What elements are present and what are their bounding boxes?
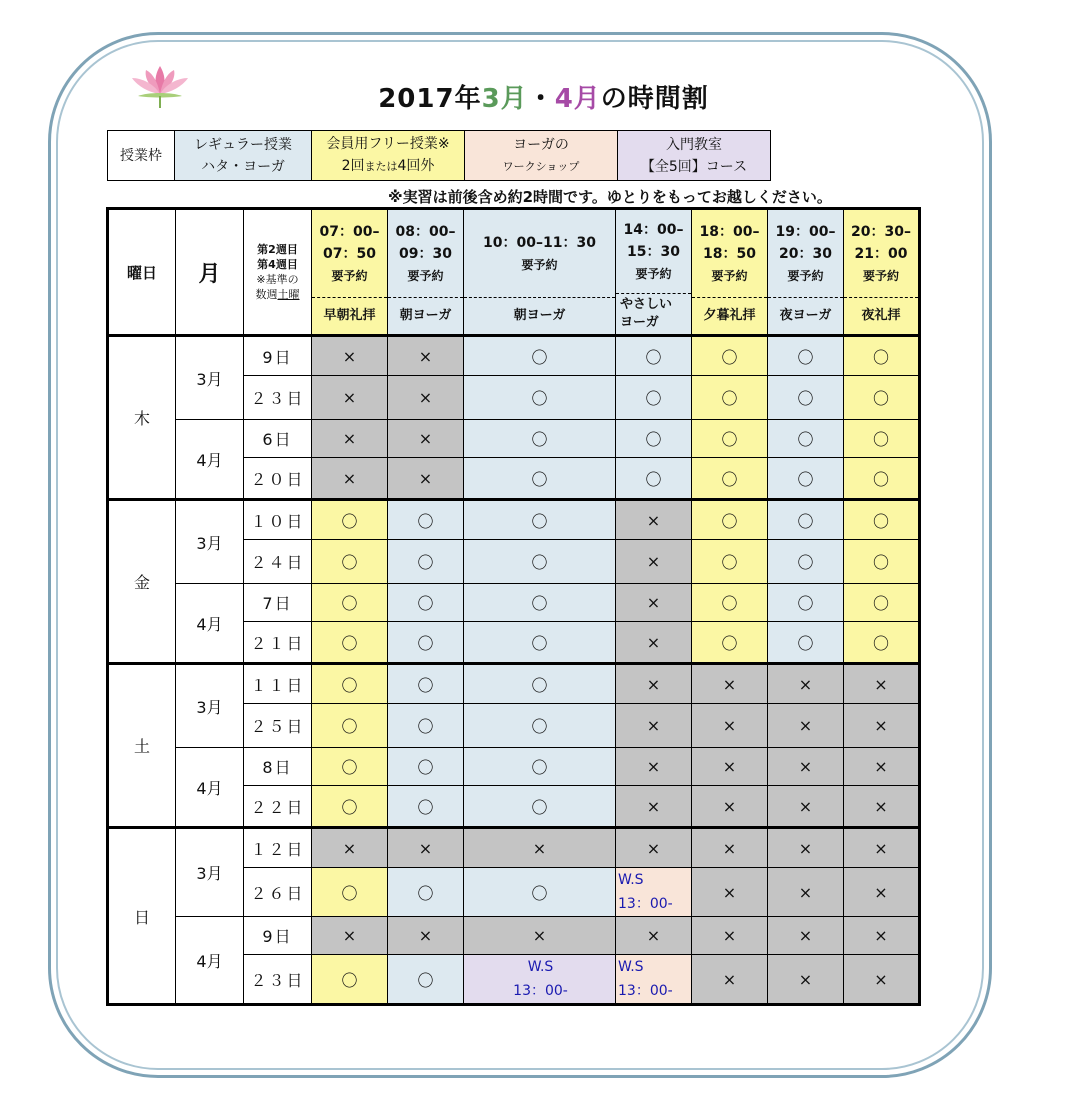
available-mark: 〇 (844, 622, 920, 664)
available-mark: 〇 (616, 458, 692, 500)
date-cell: ２６日 (244, 868, 312, 917)
unavailable-mark: × (768, 868, 844, 917)
unavailable-mark: × (692, 868, 768, 917)
available-mark: 〇 (464, 664, 616, 704)
header-slot-0700: 07：00– 07：50 要予約 早朝礼拝 (312, 209, 388, 336)
note-text: ※実習は前後含め約2時間です。ゆとりをもってお越しください。 (388, 188, 832, 206)
month-cell: 4月 (176, 584, 244, 664)
available-mark: 〇 (844, 584, 920, 622)
table-row (108, 664, 920, 704)
unavailable-mark: × (312, 376, 388, 420)
unavailable-mark: × (844, 748, 920, 786)
unavailable-mark: × (616, 540, 692, 584)
unavailable-mark: × (388, 917, 464, 955)
day-cell: 金 (108, 500, 176, 664)
month-cell: 3月 (176, 500, 244, 584)
unavailable-mark: × (388, 420, 464, 458)
available-mark: 〇 (464, 622, 616, 664)
header-slot-1000: 10：00–11：30 要予約 朝ヨーガ (464, 209, 616, 336)
available-mark: 〇 (768, 540, 844, 584)
available-mark: 〇 (692, 622, 768, 664)
unavailable-mark: × (616, 748, 692, 786)
page-title: 2017年3月・4月の時間割 (378, 84, 709, 114)
available-mark: 〇 (388, 584, 464, 622)
legend-regular: レギュラー授業 ハタ・ヨーガ (175, 131, 312, 181)
unavailable-mark: × (616, 917, 692, 955)
unavailable-mark: × (388, 336, 464, 376)
workshop-cell: W.S 13：00- (464, 955, 616, 1005)
unavailable-mark: × (768, 955, 844, 1005)
available-mark: 〇 (312, 500, 388, 540)
unavailable-mark: × (616, 704, 692, 748)
unavailable-mark: × (616, 584, 692, 622)
available-mark: 〇 (464, 868, 616, 917)
available-mark: 〇 (692, 584, 768, 622)
day-cell: 日 (108, 828, 176, 1005)
header-row (108, 209, 920, 336)
available-mark: 〇 (464, 540, 616, 584)
available-mark: 〇 (312, 748, 388, 786)
unavailable-mark: × (616, 664, 692, 704)
month-cell: 4月 (176, 420, 244, 500)
unavailable-mark: × (616, 786, 692, 828)
unavailable-mark: × (768, 786, 844, 828)
available-mark: 〇 (768, 420, 844, 458)
available-mark: 〇 (844, 458, 920, 500)
unavailable-mark: × (768, 748, 844, 786)
available-mark: 〇 (844, 500, 920, 540)
available-mark: 〇 (844, 376, 920, 420)
date-cell: ２０日 (244, 458, 312, 500)
available-mark: 〇 (388, 868, 464, 917)
date-cell: 7日 (244, 584, 312, 622)
header-week: 第2週目 第4週目 ※基準の 数週土曜 (244, 209, 312, 336)
date-cell: ２５日 (244, 704, 312, 748)
unavailable-mark: × (616, 500, 692, 540)
unavailable-mark: × (768, 664, 844, 704)
table-row (108, 917, 920, 955)
unavailable-mark: × (692, 664, 768, 704)
available-mark: 〇 (388, 748, 464, 786)
unavailable-mark: × (464, 828, 616, 868)
available-mark: 〇 (768, 584, 844, 622)
unavailable-mark: × (692, 955, 768, 1005)
unavailable-mark: × (312, 458, 388, 500)
available-mark: 〇 (312, 868, 388, 917)
available-mark: 〇 (616, 376, 692, 420)
date-cell: 6日 (244, 420, 312, 458)
unavailable-mark: × (312, 917, 388, 955)
available-mark: 〇 (312, 704, 388, 748)
available-mark: 〇 (692, 500, 768, 540)
header-slot-0800: 08：00– 09：30 要予約 朝ヨーガ (388, 209, 464, 336)
unavailable-mark: × (844, 786, 920, 828)
legend-label: 授業枠 (108, 131, 175, 181)
month-cell: 3月 (176, 828, 244, 917)
unavailable-mark: × (692, 748, 768, 786)
available-mark: 〇 (388, 955, 464, 1005)
date-cell: １２日 (244, 828, 312, 868)
unavailable-mark: × (616, 828, 692, 868)
available-mark: 〇 (312, 786, 388, 828)
available-mark: 〇 (844, 420, 920, 458)
header-slot-1400: 14：00– 15：30 要予約 やさしい ヨーガ (616, 209, 692, 336)
available-mark: 〇 (312, 664, 388, 704)
legend-intro: 入門教室 【全5回】コース (618, 131, 771, 181)
date-cell: ２３日 (244, 955, 312, 1005)
header-slot-2030: 20：30– 21：00 要予約 夜礼拝 (844, 209, 920, 336)
unavailable-mark: × (312, 828, 388, 868)
available-mark: 〇 (464, 500, 616, 540)
table-row (108, 584, 920, 622)
available-mark: 〇 (312, 584, 388, 622)
available-mark: 〇 (692, 420, 768, 458)
month-cell: 4月 (176, 748, 244, 828)
legend-member-free: 会員用フリー授業※ 2回または4回外 (312, 131, 465, 181)
table-row (108, 748, 920, 786)
unavailable-mark: × (768, 828, 844, 868)
day-cell: 木 (108, 336, 176, 500)
unavailable-mark: × (312, 420, 388, 458)
workshop-cell: W.S 13：00- (616, 955, 692, 1005)
header-month: 月 (176, 209, 244, 336)
table-row (108, 500, 920, 540)
legend-workshop: ヨーガの ワークショップ (465, 131, 618, 181)
available-mark: 〇 (388, 704, 464, 748)
available-mark: 〇 (464, 704, 616, 748)
available-mark: 〇 (388, 786, 464, 828)
date-cell: ２３日 (244, 376, 312, 420)
header-day: 曜日 (108, 209, 176, 336)
available-mark: 〇 (692, 336, 768, 376)
schedule-table (106, 207, 921, 1006)
available-mark: 〇 (388, 540, 464, 584)
header-slot-1900: 19：00– 20：30 要予約 夜ヨーガ (768, 209, 844, 336)
workshop-cell: W.S 13：00- (616, 868, 692, 917)
date-cell: ２２日 (244, 786, 312, 828)
available-mark: 〇 (464, 336, 616, 376)
title-month-april: 4月 (554, 84, 601, 114)
available-mark: 〇 (692, 540, 768, 584)
available-mark: 〇 (768, 622, 844, 664)
available-mark: 〇 (768, 376, 844, 420)
available-mark: 〇 (768, 336, 844, 376)
date-cell: ２１日 (244, 622, 312, 664)
available-mark: 〇 (388, 622, 464, 664)
available-mark: 〇 (464, 376, 616, 420)
table-row (108, 828, 920, 868)
date-cell: 9日 (244, 336, 312, 376)
month-cell: 3月 (176, 664, 244, 748)
available-mark: 〇 (768, 458, 844, 500)
unavailable-mark: × (388, 458, 464, 500)
unavailable-mark: × (616, 622, 692, 664)
available-mark: 〇 (388, 664, 464, 704)
unavailable-mark: × (692, 786, 768, 828)
available-mark: 〇 (312, 540, 388, 584)
available-mark: 〇 (616, 420, 692, 458)
available-mark: 〇 (692, 458, 768, 500)
unavailable-mark: × (692, 917, 768, 955)
unavailable-mark: × (768, 704, 844, 748)
available-mark: 〇 (616, 336, 692, 376)
day-cell: 土 (108, 664, 176, 828)
available-mark: 〇 (692, 376, 768, 420)
available-mark: 〇 (844, 336, 920, 376)
available-mark: 〇 (844, 540, 920, 584)
legend-table (107, 130, 771, 181)
unavailable-mark: × (388, 828, 464, 868)
month-cell: 4月 (176, 917, 244, 1005)
unavailable-mark: × (464, 917, 616, 955)
available-mark: 〇 (464, 420, 616, 458)
unavailable-mark: × (312, 336, 388, 376)
unavailable-mark: × (844, 704, 920, 748)
table-row (108, 336, 920, 376)
unavailable-mark: × (388, 376, 464, 420)
date-cell: １１日 (244, 664, 312, 704)
unavailable-mark: × (844, 868, 920, 917)
month-cell: 3月 (176, 336, 244, 420)
unavailable-mark: × (844, 917, 920, 955)
header-slot-1800: 18：00– 18：50 要予約 夕暮礼拝 (692, 209, 768, 336)
unavailable-mark: × (692, 704, 768, 748)
unavailable-mark: × (844, 955, 920, 1005)
available-mark: 〇 (768, 500, 844, 540)
available-mark: 〇 (312, 955, 388, 1005)
unavailable-mark: × (768, 917, 844, 955)
unavailable-mark: × (844, 664, 920, 704)
date-cell: １０日 (244, 500, 312, 540)
title-month-march: 3月 (481, 84, 528, 114)
date-cell: 8日 (244, 748, 312, 786)
available-mark: 〇 (464, 748, 616, 786)
available-mark: 〇 (464, 786, 616, 828)
unavailable-mark: × (844, 828, 920, 868)
available-mark: 〇 (464, 584, 616, 622)
date-cell: 9日 (244, 917, 312, 955)
unavailable-mark: × (692, 828, 768, 868)
available-mark: 〇 (464, 458, 616, 500)
available-mark: 〇 (388, 500, 464, 540)
available-mark: 〇 (312, 622, 388, 664)
date-cell: ２４日 (244, 540, 312, 584)
table-row (108, 420, 920, 458)
